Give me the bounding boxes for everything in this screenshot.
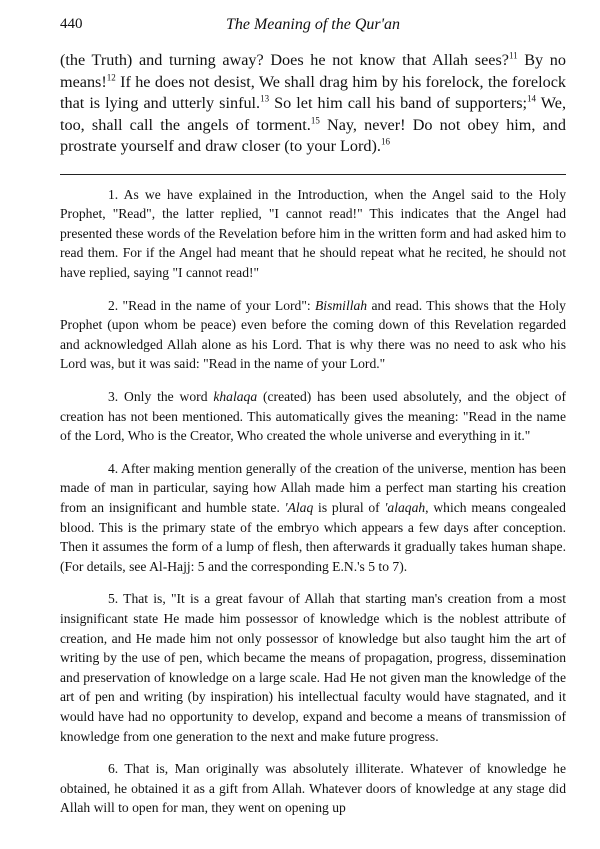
footnote-text: , which means congealed blood. This is the primary state of the embryo which appears a few days after conception. Then it assumes the form of a lump of flesh, then afterwards it gradually takes human shape. (For details, see Al-Hajj: 5 and the corresponding E.N.'s 5 to 7). — [60, 500, 566, 574]
page-number: 440 — [60, 16, 83, 32]
verse-text — [60, 50, 566, 158]
verse-segment: Nay, never! Do not obey him, and prostrate yourself and draw closer (to your Lord). — [60, 115, 566, 155]
italic-term: 'Alaq — [284, 500, 314, 515]
verse-segment: By no means! — [60, 51, 566, 91]
italic-term: 'alaqah — [384, 500, 426, 515]
footnote-text: 2. "Read in the name of your Lord": — [108, 297, 315, 313]
footnote-ref: 16 — [380, 136, 390, 147]
footnote-text: and read. This shows that the Holy Prophet (upon whom be peace) even before the coming down of this Revelation regarded and acknowledged Allah alone as his Lord. That is why there was no need to ask who his Lord was, but it was said: "Read in the name of your Lord." — [60, 297, 566, 372]
verse-segment: If he does not desist, We shall drag him by his forelock, the forelock that is lying and utterly sinful. — [60, 72, 566, 112]
footnote-5: 5. That is, "It is a great favour of Allah that starting man's creation from a most insignificant state He made him possessor of knowledge which is the noblest attribute of creation, and He made him not only possessor of knowledge but also taught him the art of writing by the use of pen, which became the means of propagation, progress, dissemination and preservation of knowledge on a large scale. Had He not given man the knowledge of the art of pen and writing (by inspiration) his intellectual faculty would have stagnated, and it would have had no opportunity to develop, expand and become a means of transmission of knowledge from one generation to the next and make future progress. — [60, 591, 566, 744]
running-title: The Meaning of the Qur'an — [225, 16, 401, 33]
verse-segment: We, too, shall call the angels of torment. — [60, 94, 566, 134]
verse-segment: (the Truth) and turning away? Does he not know that Allah sees? — [60, 51, 509, 69]
footnote-text: 3. Only the word — [108, 389, 214, 405]
verse-segment: So let him call his band of supporters; — [269, 94, 528, 112]
footnote-ref: 13 — [260, 93, 270, 104]
footnote-ref: 12 — [106, 72, 116, 83]
footnote-ref: 15 — [310, 115, 320, 126]
page-header — [60, 12, 566, 34]
footnote-6: 6. That is, Man originally was absolutely illiterate. Whatever of knowledge he obtained, he obtained it as a gift from Allah. Whatever doors of knowledge at any stage did Allah will to open for man, they went on opening up — [60, 761, 566, 816]
footnote-text: is plural of — [313, 500, 385, 515]
footnote-2 — [60, 296, 566, 374]
italic-term: Bismillah — [314, 297, 368, 313]
footnote-ref: 11 — [508, 50, 518, 61]
footnote-divider — [60, 174, 566, 175]
footnote-text: (created) has been used absolutely, and the object of creation has not been mentioned. This automatically gives the meaning: "Read in the name of the Lord, Who is the Creator, Who created the whole universe and everything in it." — [60, 389, 566, 444]
footnote-ref: 14 — [527, 93, 537, 104]
italic-term: khalaqa — [213, 389, 258, 405]
footnote-text: 4. After making mention generally of the creation of the universe, mention has been made of man in particular, saying how Allah made him a perfect man starting his creation from an insignificant and humble state. — [60, 460, 566, 515]
footnote-3 — [60, 387, 566, 446]
footnote-4 — [60, 459, 566, 577]
footnote-1: 1. As we have explained in the Introduction, when the Angel said to the Holy Prophet, "Read", the latter replied, "I cannot read!" This indicates that the Angel had presented these words of the Revelation before him in the written form and had asked him to read them. For if the Angel had meant that he should repeat what he recited, he should not have replied, saying "I cannot read!" — [60, 186, 566, 281]
